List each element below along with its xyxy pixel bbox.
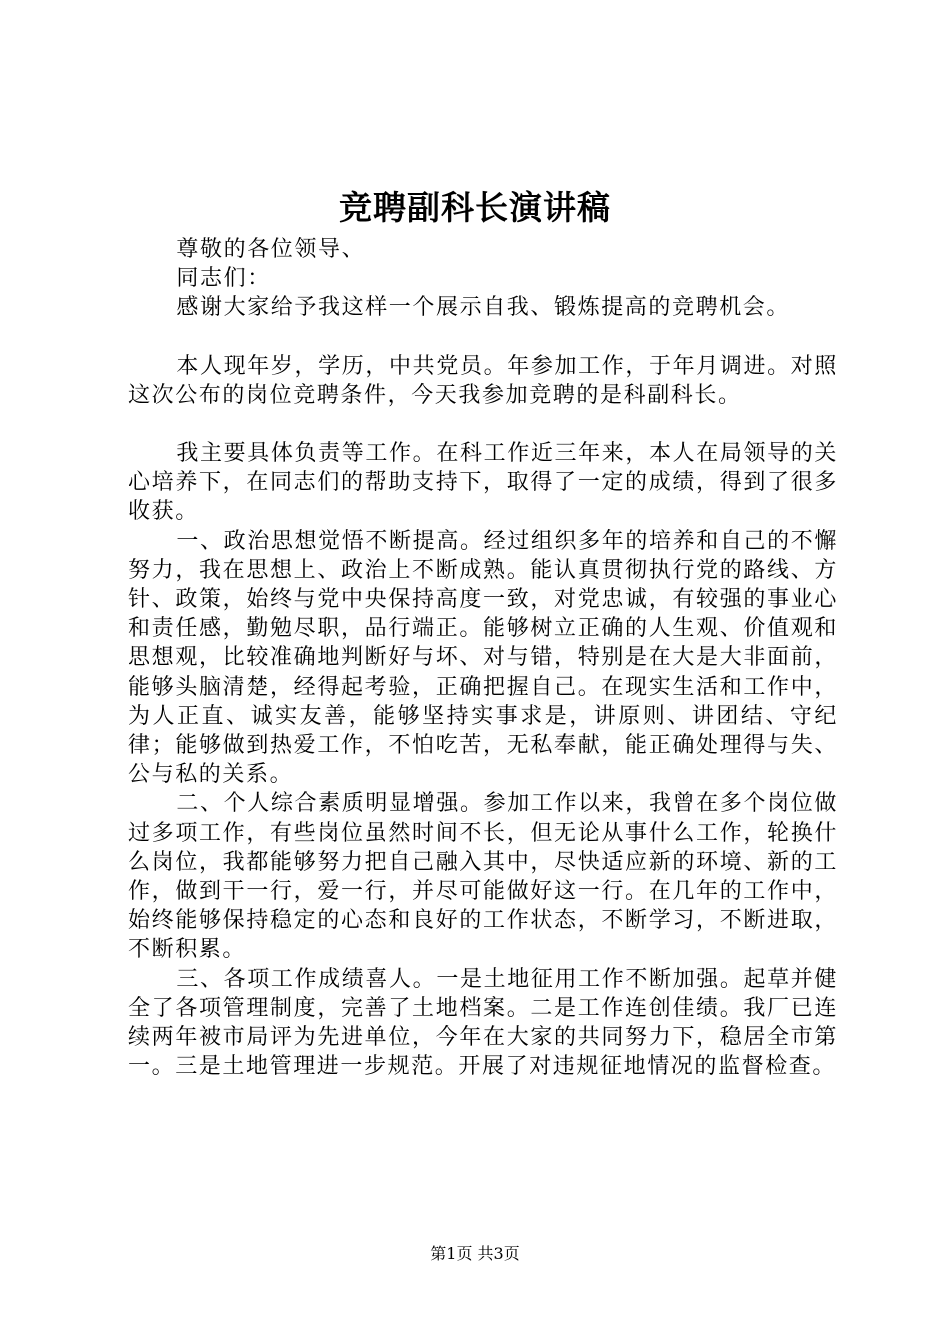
opening-paragraph: 感谢大家给予我这样一个展示自我、锻炼提高的竞聘机会。 — [176, 295, 790, 321]
document-body — [128, 235, 838, 1081]
section-3-paragraph: 三、各项工作成绩喜人。一是土地征用工作不断加强。起草并健全了各项管理制度，完善了土地档案。二是工作连创佳绩。我厂已连续两年被市局评为先进单位，今年在大家的共同努力下，稳居全市第一。三是土地管理进一步规范。开展了对违规征地情况的监督检查。 — [128, 966, 838, 1080]
salutation-line-1: 尊敬的各位领导、 — [176, 237, 366, 262]
salutation-line-2: 同志们： — [176, 266, 271, 292]
work-summary-paragraph: 我主要具体负责等工作。在科工作近三年来，本人在局领导的关心培养下，在同志们的帮助支持下，取得了一定的成绩，得到了很多收获。 — [128, 441, 838, 525]
section-1-paragraph: 一、政治思想觉悟不断提高。经过组织多年的培养和自己的不懈努力，我在思想上、政治上不断成熟。能认真贯彻执行党的路线、方针、政策，始终与党中央保持高度一致，对党忠诚，有较强的事业心和责任感，勤勉尽职，品行端正。能够树立正确的人生观、价值观和思想观，比较准确地判断好与坏、对与错，特别是在大是大非面前，能够头脑清楚，经得起考验，正确把握自己。在现实生活和工作中，为人正直、诚实友善，能够坚持实事求是，讲原则、讲团结、守纪律；能够做到热爱工作，不怕吃苦，无私奉献，能正确处理得与失、公与私的关系。 — [128, 528, 838, 788]
page-number-footer: 第1页 共3页 — [430, 1244, 520, 1263]
section-2-paragraph: 二、个人综合素质明显增强。参加工作以来，我曾在多个岗位做过多项工作，有些岗位虽然时间不长，但无论从事什么工作，轮换什么岗位，我都能够努力把自己融入其中，尽快适应新的环境、新的工作，做到干一行，爱一行，并尽可能做好这一行。在几年的工作中，始终能够保持稳定的心态和良好的工作状态，不断学习，不断进取，不断积累。 — [128, 791, 838, 963]
self-introduction-paragraph: 本人现年岁，学历，中共党员。年参加工作，于年月调进。对照这次公布的岗位竞聘条件，今天我参加竞聘的是科副科长。 — [128, 353, 838, 408]
document-title: 竞聘副科长演讲稿 — [339, 188, 611, 227]
